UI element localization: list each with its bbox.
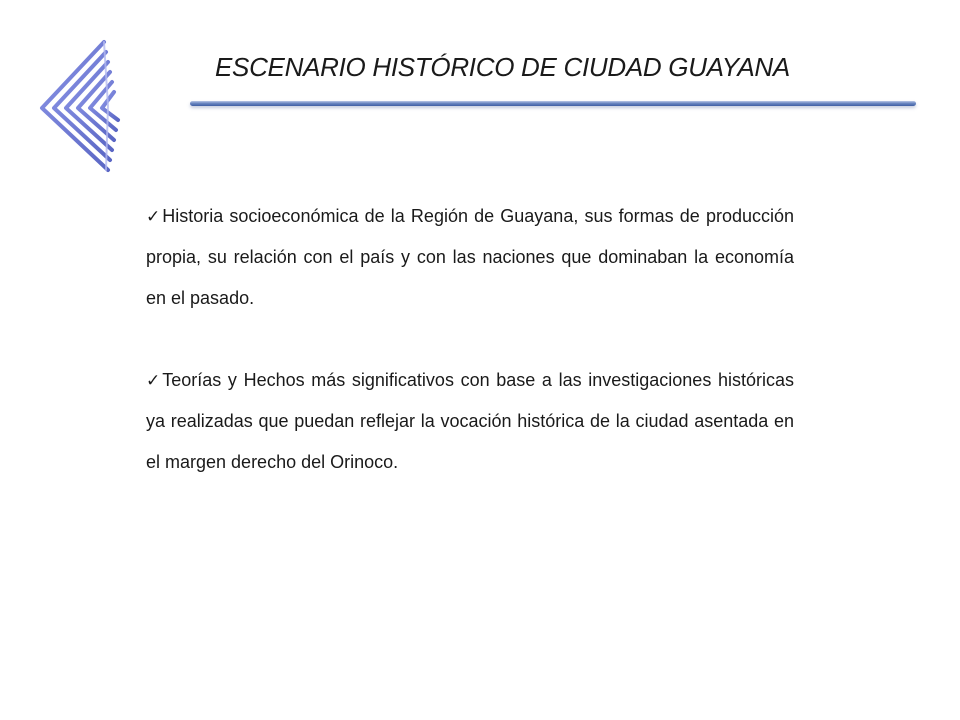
list-item [146, 196, 794, 319]
chevron-stripes-logo [32, 36, 182, 176]
bullet-list [146, 196, 794, 483]
checkmark-icon: ✓ [146, 207, 161, 226]
list-item [146, 360, 794, 483]
title-divider [190, 101, 916, 106]
checkmark-icon: ✓ [146, 371, 161, 390]
page-title: ESCENARIO HISTÓRICO DE CIUDAD GUAYANA [215, 52, 790, 82]
bullet-text: Historia socioeconómica de la Región de Guayana, sus formas de producción propia, su relación con el país y con las naciones que dominaban la economía en el pasado. [146, 206, 794, 308]
bullet-text: Teorías y Hechos más significativos con base a las investigaciones históricas ya realizadas que puedan reflejar la vocación histórica de la ciudad asentada en el margen derecho del Orinoco. [146, 370, 794, 472]
